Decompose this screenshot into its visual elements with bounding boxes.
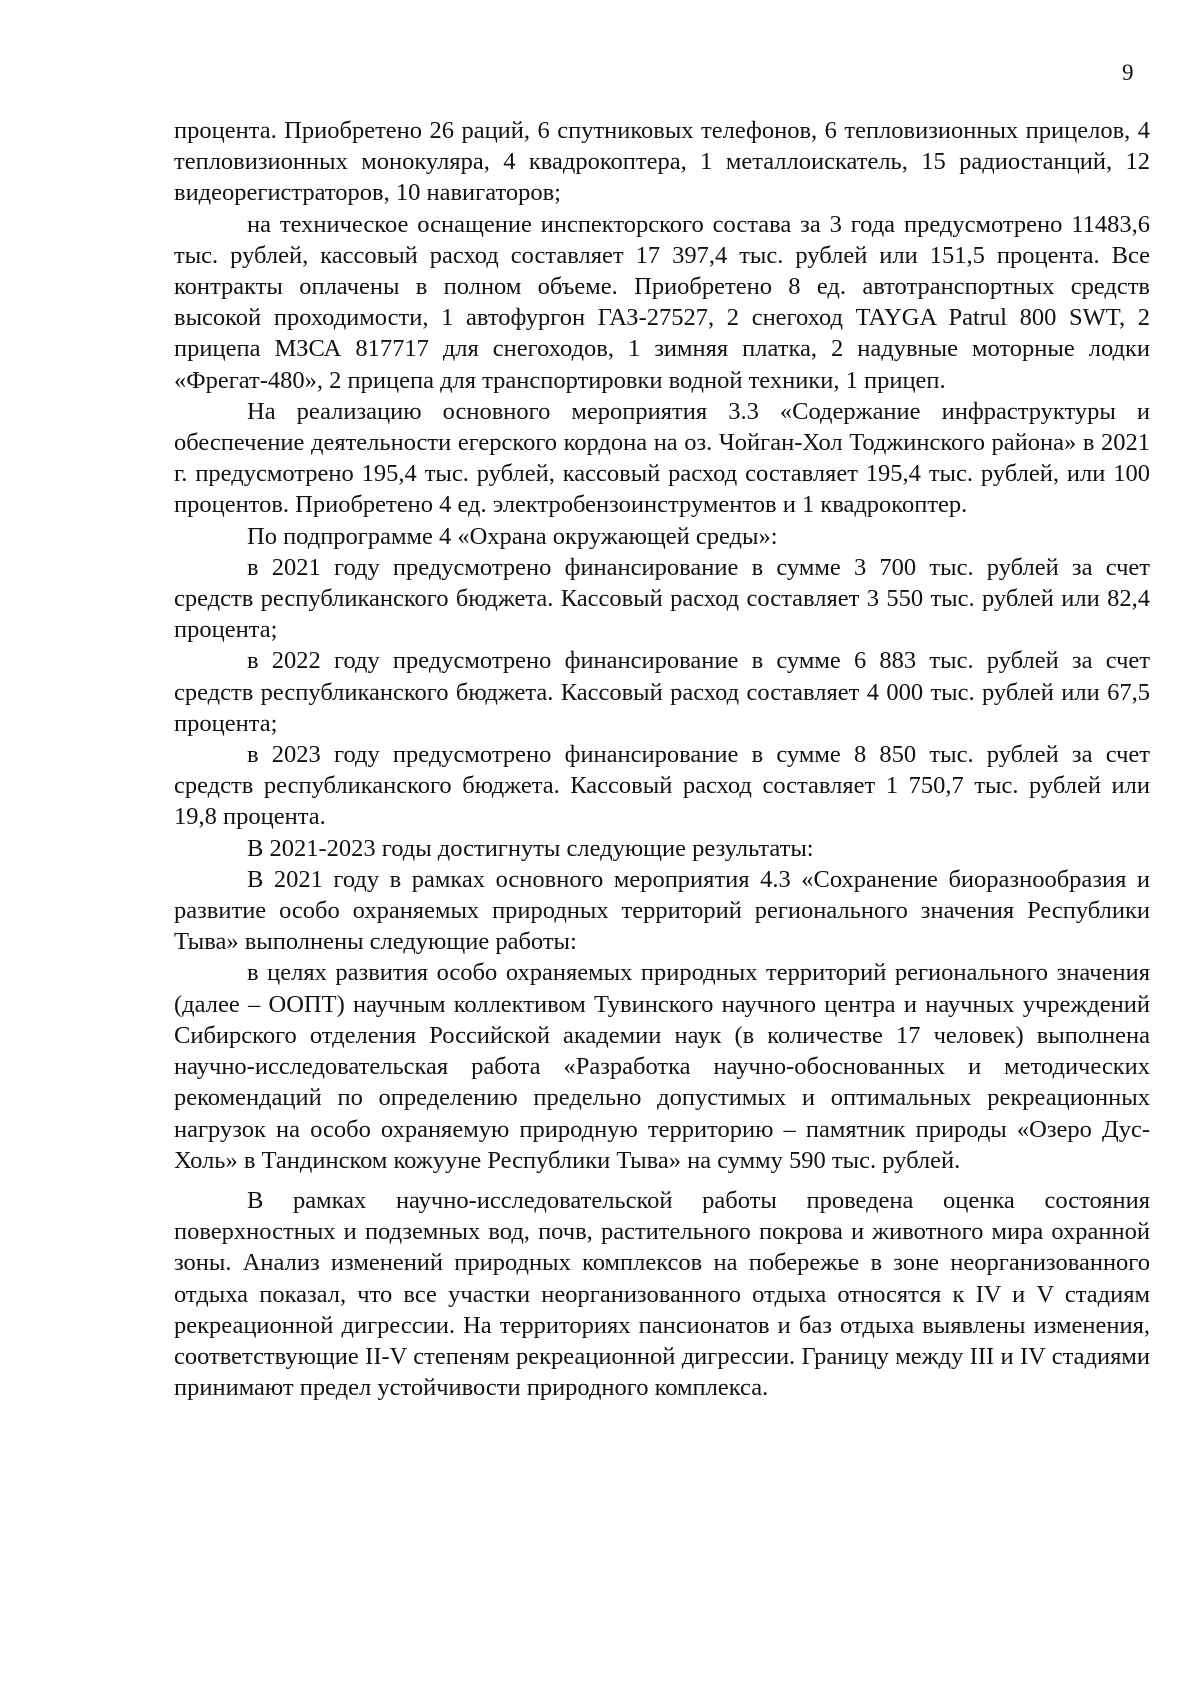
page-number: 9	[1122, 60, 1134, 85]
paragraph-research-findings: В рамках научно-исследовательской работы проведена оценка состояния поверхностных и подземных вод, почв, растительного покрова и животного мира охранной зоны. Анализ изменений природных комплексов на побережье в зоне неорганизованного отдыха показал, что все участки неорганизованного отдыха относятся к IV и V стадиям рекреационной дигрессии. На территориях пансионатов и баз отдыха выявлены изменения, соответствующие II-V степеням рекреационной дигрессии. Границу между III и IV стадиями принимают предел устойчивости природного комплекса.	[174, 1186, 1150, 1402]
paragraph-equipment-purchases: процента. Приобретено 26 раций, 6 спутниковых телефонов, 6 тепловизионных прицелов, 4 тепловизионных монокуляра, 4 квадрокоптера, 1 металлоискатель, 15 радиостанций, 12 видеорегистраторов, 10 навигаторов;	[174, 117, 1150, 207]
paragraph-funding-2023: в 2023 году предусмотрено финансирование в сумме 8 850 тыс. рублей за счет средств республиканского бюджета. Кассовый расход составляет 1 750,7 тыс. рублей или 19,8 процента.	[174, 741, 1150, 831]
paragraph-subprogram-4: По подпрограмме 4 «Охрана окружающей среды»:	[247, 522, 778, 550]
paragraph-measure-4-3: В 2021 году в рамках основного мероприятия 4.3 «Сохранение биоразнообразия и развитие особо охраняемых природных территорий регионального значения Республики Тыва» выполнены следующие работы:	[174, 865, 1150, 956]
paragraph-results-intro: В 2021-2023 годы достигнуты следующие результаты:	[247, 834, 814, 862]
paragraph-inspector-equipment: на техническое оснащение инспекторского состава за 3 года предусмотрено 11483,6 тыс. рублей, кассовый расход составляет 17 397,4 тыс. рублей или 151,5 процента. Все контракты оплачены в полном объеме. Приобретено 8 ед. автотранспортных средств высокой проходимости, 1 автофургон ГАЗ-27527, 2 снегоход TAYGA Patrul 800 SWT, 2 прицепа МЗСА 817717 для снегоходов, 1 зимняя платка, 2 надувные моторные лодки «Фрегат-480», 2 прицепа для транспортировки водной техники, 1 прицеп.	[174, 210, 1150, 394]
document-body	[174, 115, 1150, 1403]
paragraph-funding-2021: в 2021 году предусмотрено финансирование в сумме 3 700 тыс. рублей за счет средств республиканского бюджета. Кассовый расход составляет 3 550 тыс. рублей или 82,4 процента;	[174, 553, 1150, 644]
paragraph-funding-2022: в 2022 году предусмотрено финансирование в сумме 6 883 тыс. рублей за счет средств республиканского бюджета. Кассовый расход составляет 4 000 тыс. рублей или 67,5 процента;	[174, 647, 1150, 737]
paragraph-research-work: в целях развития особо охраняемых природных территорий регионального значения (далее – ООПТ) научным коллективом Тувинского научного центра и научных учреждений Сибирского отделения Российской академии наук (в количестве 17 человек) выполнена научно-исследовательская работа «Разработка научно-обоснованных и методических рекомендаций по определению предельно допустимых и оптимальных рекреационных нагрузок на особо охраняемую природную территорию – памятник природы «Озеро Дус-Холь» в Тандинском кожууне Республики Тыва» на сумму 590 тыс. рублей.	[174, 959, 1150, 1174]
paragraph-measure-3-3: На реализацию основного мероприятия 3.3 «Содержание инфраструктуры и обеспечение деятельности егерского кордона на оз. Чойган-Хол Тоджинского района» в 2021 г. предусмотрено 195,4 тыс. рублей, кассовый расход составляет 195,4 тыс. рублей, или 100 процентов. Приобретено 4 ед. электробензоинструментов и 1 квадрокоптер.	[174, 397, 1150, 519]
